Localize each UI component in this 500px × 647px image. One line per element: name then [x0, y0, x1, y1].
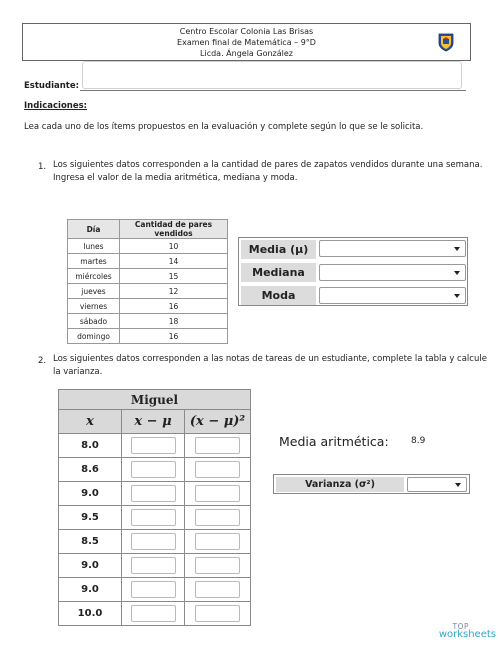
count-cell: 16 — [120, 299, 228, 314]
col-quantity: Cantidad de pares vendidos — [120, 220, 228, 239]
q1-number: 1. — [38, 162, 47, 172]
x-value: 9.5 — [59, 506, 122, 530]
sales-table-header — [68, 220, 228, 239]
sales-table — [67, 219, 228, 344]
caret-down-icon — [454, 294, 460, 298]
school-name: Centro Escolar Colonia Las Brisas — [179, 27, 314, 36]
q2-line-1: Los siguientes datos corresponden a las notas de tareas de un estudiante, complete la tabla y calcule — [53, 354, 487, 364]
median-label: Mediana — [241, 263, 316, 282]
mean-dropdown[interactable] — [319, 240, 466, 257]
table-row — [68, 239, 228, 254]
squared-deviation-input[interactable] — [195, 437, 240, 454]
table-row — [59, 530, 251, 554]
day-cell: sábado — [68, 314, 120, 329]
x-value: 9.0 — [59, 578, 122, 602]
count-cell: 12 — [120, 284, 228, 299]
table-row — [68, 299, 228, 314]
table-row — [68, 254, 228, 269]
x-value: 8.0 — [59, 434, 122, 458]
squared-deviation-input[interactable] — [195, 557, 240, 574]
mode-label: Moda — [241, 286, 316, 305]
deviation-input[interactable] — [131, 557, 176, 574]
x-value: 9.0 — [59, 554, 122, 578]
day-cell: domingo — [68, 329, 120, 344]
squared-deviation-input[interactable] — [195, 485, 240, 502]
day-cell: viernes — [68, 299, 120, 314]
mode-dropdown[interactable] — [319, 287, 466, 304]
table-row — [68, 269, 228, 284]
caret-down-icon — [455, 483, 461, 487]
deviation-input[interactable] — [131, 437, 176, 454]
table-row — [59, 458, 251, 482]
day-cell: martes — [68, 254, 120, 269]
deviation-input[interactable] — [131, 605, 176, 622]
brand-bottom-text: worksheets — [438, 629, 496, 640]
table-row — [59, 434, 251, 458]
mode-row — [239, 284, 467, 307]
median-dropdown[interactable] — [319, 264, 466, 281]
grades-header-row — [59, 410, 251, 434]
x-value: 8.5 — [59, 530, 122, 554]
mean-row — [239, 238, 467, 261]
arithmetic-mean-value: 8.9 — [411, 436, 426, 446]
variance-panel — [273, 474, 470, 494]
brand-top-text: TOP — [452, 622, 469, 631]
table-row — [68, 314, 228, 329]
table-row — [68, 284, 228, 299]
student-underline — [80, 90, 466, 91]
grades-table — [58, 389, 251, 626]
exam-title: Examen final de Matemática – 9°D — [177, 38, 316, 47]
day-cell: jueves — [68, 284, 120, 299]
q1-line-1: Los siguientes datos corresponden a la cantidad de pares de zapatos vendidos durante una semana. — [53, 160, 483, 170]
median-row — [239, 261, 467, 284]
table-row — [68, 329, 228, 344]
student-column-title: Miguel — [59, 390, 251, 410]
deviation-input[interactable] — [131, 533, 176, 550]
deviation-input[interactable] — [131, 485, 176, 502]
deviation-input[interactable] — [131, 509, 176, 526]
student-label: Estudiante: — [24, 81, 79, 91]
col-x: x — [59, 410, 122, 434]
col-deviation: x − μ — [122, 410, 185, 434]
squared-deviation-input[interactable] — [195, 581, 240, 598]
count-cell: 10 — [120, 239, 228, 254]
instructions-text: Lea cada uno de los ítems propuestos en la evaluación y complete según lo que se le solicita. — [24, 122, 424, 132]
col-day: Día — [68, 220, 120, 239]
arithmetic-mean-label: Media aritmética: — [279, 434, 389, 449]
stats-panel — [238, 237, 468, 306]
x-value: 10.0 — [59, 602, 122, 626]
day-cell: miércoles — [68, 269, 120, 284]
squared-deviation-input[interactable] — [195, 605, 240, 622]
student-name-input[interactable] — [82, 61, 462, 89]
q1-line-2: Ingresa el valor de la media aritmética, mediana y moda. — [53, 173, 298, 183]
x-value: 9.0 — [59, 482, 122, 506]
table-row — [59, 482, 251, 506]
count-cell: 16 — [120, 329, 228, 344]
count-cell: 14 — [120, 254, 228, 269]
squared-deviation-input[interactable] — [195, 533, 240, 550]
grades-title-row — [59, 390, 251, 410]
variance-dropdown[interactable] — [407, 477, 467, 492]
col-squared-deviation: (x − μ)² — [185, 410, 251, 434]
table-row — [59, 578, 251, 602]
caret-down-icon — [454, 247, 460, 251]
x-value: 8.6 — [59, 458, 122, 482]
exam-header — [22, 23, 471, 61]
mean-label: Media (μ) — [241, 240, 316, 259]
deviation-input[interactable] — [131, 581, 176, 598]
caret-down-icon — [454, 271, 460, 275]
table-row — [59, 506, 251, 530]
squared-deviation-input[interactable] — [195, 509, 240, 526]
school-crest-icon — [436, 32, 456, 52]
q2-number: 2. — [38, 356, 47, 366]
count-cell: 15 — [120, 269, 228, 284]
day-cell: lunes — [68, 239, 120, 254]
table-row — [59, 602, 251, 626]
table-row — [59, 554, 251, 578]
q2-text — [53, 353, 487, 379]
q2-line-2: la varianza. — [53, 367, 103, 377]
squared-deviation-input[interactable] — [195, 461, 240, 478]
teacher-name: Licda. Ángela González — [200, 49, 293, 58]
variance-label: Varianza (σ²) — [276, 477, 404, 492]
topworksheets-logo — [432, 622, 496, 640]
q1-text — [53, 159, 482, 185]
count-cell: 18 — [120, 314, 228, 329]
instructions-title: Indicaciones: — [24, 101, 88, 111]
deviation-input[interactable] — [131, 461, 176, 478]
